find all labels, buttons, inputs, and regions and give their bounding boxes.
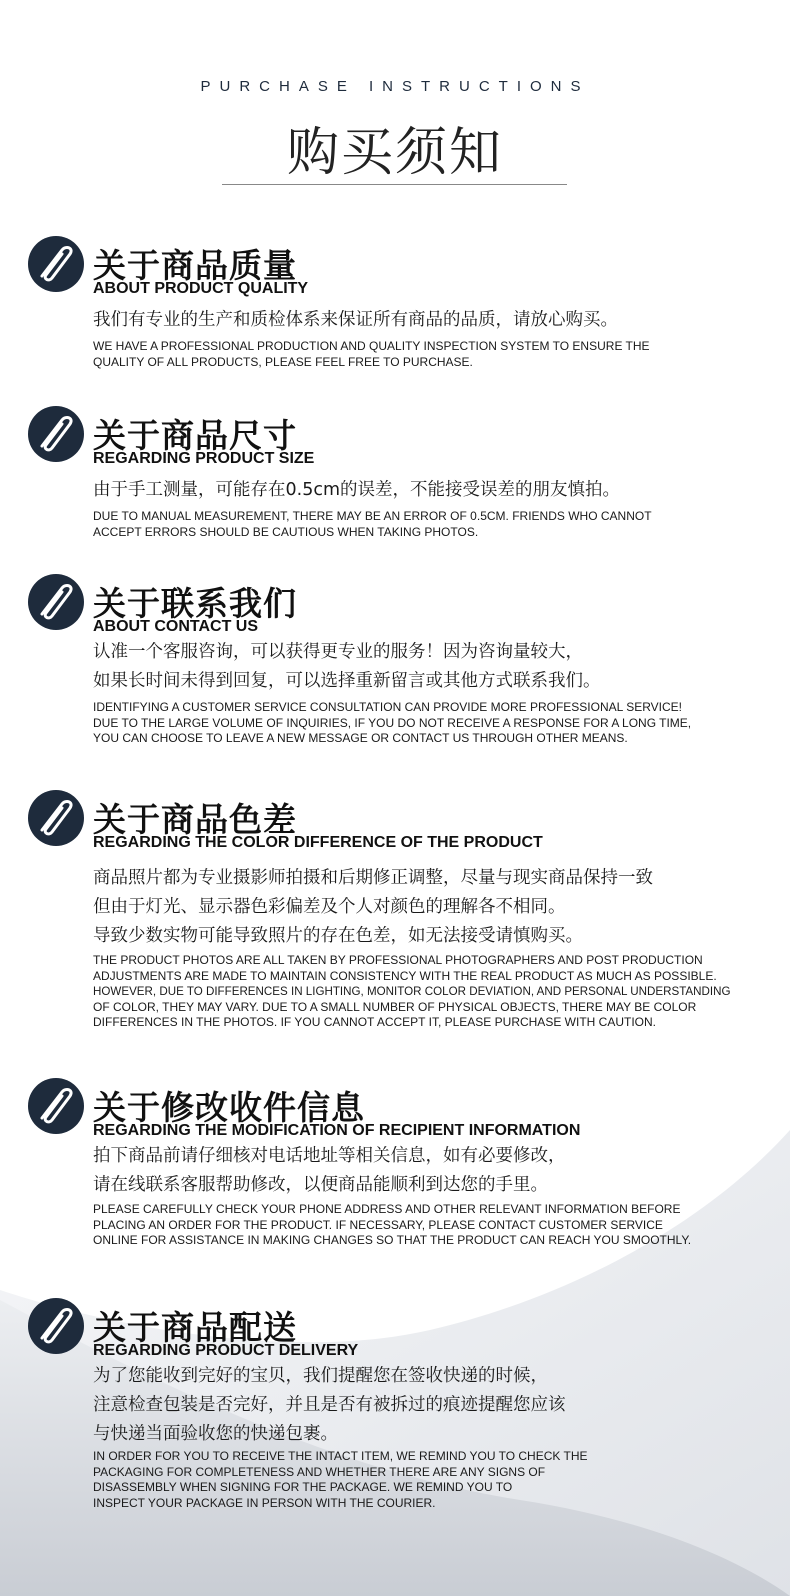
clip-icon [28, 790, 84, 846]
en-text-line: THE PRODUCT PHOTOS ARE ALL TAKEN BY PROFESSIONAL PHOTOGRAPHERS AND POST PRODUCTION [93, 953, 703, 967]
en-text-line: ACCEPT ERRORS SHOULD BE CAUTIOUS WHEN TAKING PHOTOS. [93, 524, 479, 539]
cn-text-line: 拍下商品前请仔细核对电话地址等相关信息，如有必要修改， [93, 1146, 566, 1166]
section-body [93, 306, 783, 370]
header-title-en: PURCHASE INSTRUCTIONS [200, 78, 590, 95]
clip-icon [28, 1078, 84, 1134]
en-text-line: DUE TO MANUAL MEASUREMENT, THERE MAY BE AN ERROR OF 0.5CM. FRIENDS WHO CANNOT [93, 509, 652, 523]
en-text-line: DISASSEMBLY WHEN SIGNING FOR THE PACKAGE. WE REMIND YOU TO [93, 1480, 513, 1494]
section-title: 关于修改收件信息 [93, 1088, 365, 1127]
en-text-line: DUE TO THE LARGE VOLUME OF INQUIRIES, IF YOU DO NOT RECEIVE A RESPONSE FOR A LONG TIME, [93, 715, 692, 730]
cn-text-line: 如果长时间未得到回复，可以选择重新留言或其他方式联系我们。 [93, 671, 601, 691]
section-body [93, 1362, 783, 1511]
section-body [93, 638, 783, 747]
section-title: 关于商品色差 [93, 800, 297, 839]
en-text-line: ADJUSTMENTS ARE MADE TO MAINTAIN CONSISTENCY WITH THE REAL PRODUCT AS MUCH AS POSSIBLE. [93, 968, 717, 983]
en-text-line: INSPECT YOUR PACKAGE IN PERSON WITH THE COURIER. [93, 1495, 436, 1510]
section-subtitle: REGARDING THE COLOR DIFFERENCE OF THE PRODUCT [93, 834, 543, 851]
en-text-line: PACKAGING FOR COMPLETENESS AND WHETHER THERE ARE ANY SIGNS OF [93, 1464, 546, 1479]
cn-text-line: 认准一个客服咨询，可以获得更专业的服务！因为咨询量较大， [93, 642, 583, 662]
header-title-cn: 购买须知 [286, 123, 503, 183]
en-text-line: HOWEVER, DUE TO DIFFERENCES IN LIGHTING, MONITOR COLOR DEVIATION, AND PERSONAL UNDERSTANDING [93, 985, 731, 998]
clip-icon [28, 574, 84, 630]
en-text-line: OF COLOR, THEY MAY VARY. DUE TO A SMALL NUMBER OF PHYSICAL OBJECTS, THERE MAY BE COLOR [93, 999, 697, 1014]
section-subtitle: ABOUT PRODUCT QUALITY [93, 280, 309, 297]
section-subtitle: REGARDING PRODUCT DELIVERY [93, 1342, 359, 1359]
section-body [93, 864, 783, 1031]
cn-text-line: 请在线联系客服帮助修改，以便商品能顺利到达您的手里。 [93, 1175, 548, 1195]
section-title: 关于联系我们 [93, 584, 297, 623]
cn-text-line: 与快递当面验收您的快递包裹。 [93, 1424, 338, 1444]
en-text-line: IN ORDER FOR YOU TO RECEIVE THE INTACT ITEM, WE REMIND YOU TO CHECK THE [93, 1449, 588, 1463]
section-subtitle: REGARDING PRODUCT SIZE [93, 450, 315, 467]
cn-text-line: 导致少数实物可能导致照片的存在色差，如无法接受请慎购买。 [93, 926, 583, 946]
clip-icon [28, 236, 84, 292]
cn-text-line: 由于手工测量，可能存在0.5cm的误差，不能接受误差的朋友慎拍。 [93, 480, 620, 500]
en-text-line: PLACING AN ORDER FOR THE PRODUCT. IF NECESSARY, PLEASE CONTACT CUSTOMER SERVICE [93, 1217, 663, 1232]
en-text-line: ONLINE FOR ASSISTANCE IN MAKING CHANGES SO THAT THE PRODUCT CAN REACH YOU SMOOTHLY. [93, 1233, 692, 1247]
clip-icon [28, 406, 84, 462]
en-text-line: PLEASE CAREFULLY CHECK YOUR PHONE ADDRESS AND OTHER RELEVANT INFORMATION BEFORE [93, 1202, 681, 1216]
cn-text-line: 为了您能收到完好的宝贝，我们提醒您在签收快递的时候， [93, 1366, 548, 1386]
en-text-line: QUALITY OF ALL PRODUCTS, PLEASE FEEL FREE TO PURCHASE. [93, 354, 473, 369]
section-title: 关于商品质量 [93, 246, 297, 285]
header-divider [222, 184, 567, 185]
section-subtitle: ABOUT CONTACT US [93, 618, 259, 635]
en-text-line: IDENTIFYING A CUSTOMER SERVICE CONSULTATION CAN PROVIDE MORE PROFESSIONAL SERVICE! [93, 700, 682, 714]
section-subtitle: REGARDING THE MODIFICATION OF RECIPIENT INFORMATION [93, 1122, 581, 1139]
section-title: 关于商品配送 [93, 1308, 297, 1347]
section-body [93, 476, 783, 540]
clip-icon [28, 1298, 84, 1354]
cn-text-line: 商品照片都为专业摄影师拍摄和后期修正调整，尽量与现实商品保持一致 [93, 868, 653, 888]
section-title: 关于商品尺寸 [93, 416, 297, 455]
en-text-line: WE HAVE A PROFESSIONAL PRODUCTION AND QUALITY INSPECTION SYSTEM TO ENSURE THE [93, 339, 650, 353]
cn-text-line: 我们有专业的生产和质检体系来保证所有商品的品质，请放心购买。 [93, 310, 618, 330]
cn-text-line: 注意检查包装是否完好，并且是否有被拆过的痕迹提醒您应该 [93, 1395, 566, 1415]
en-text-line: DIFFERENCES IN THE PHOTOS. IF YOU CANNOT ACCEPT IT, PLEASE PURCHASE WITH CAUTION. [93, 1015, 656, 1029]
cn-text-line: 但由于灯光、显示器色彩偏差及个人对颜色的理解各不相同。 [93, 897, 566, 917]
section-body [93, 1142, 783, 1249]
en-text-line: YOU CAN CHOOSE TO LEAVE A NEW MESSAGE OR CONTACT US THROUGH OTHER MEANS. [93, 731, 628, 745]
